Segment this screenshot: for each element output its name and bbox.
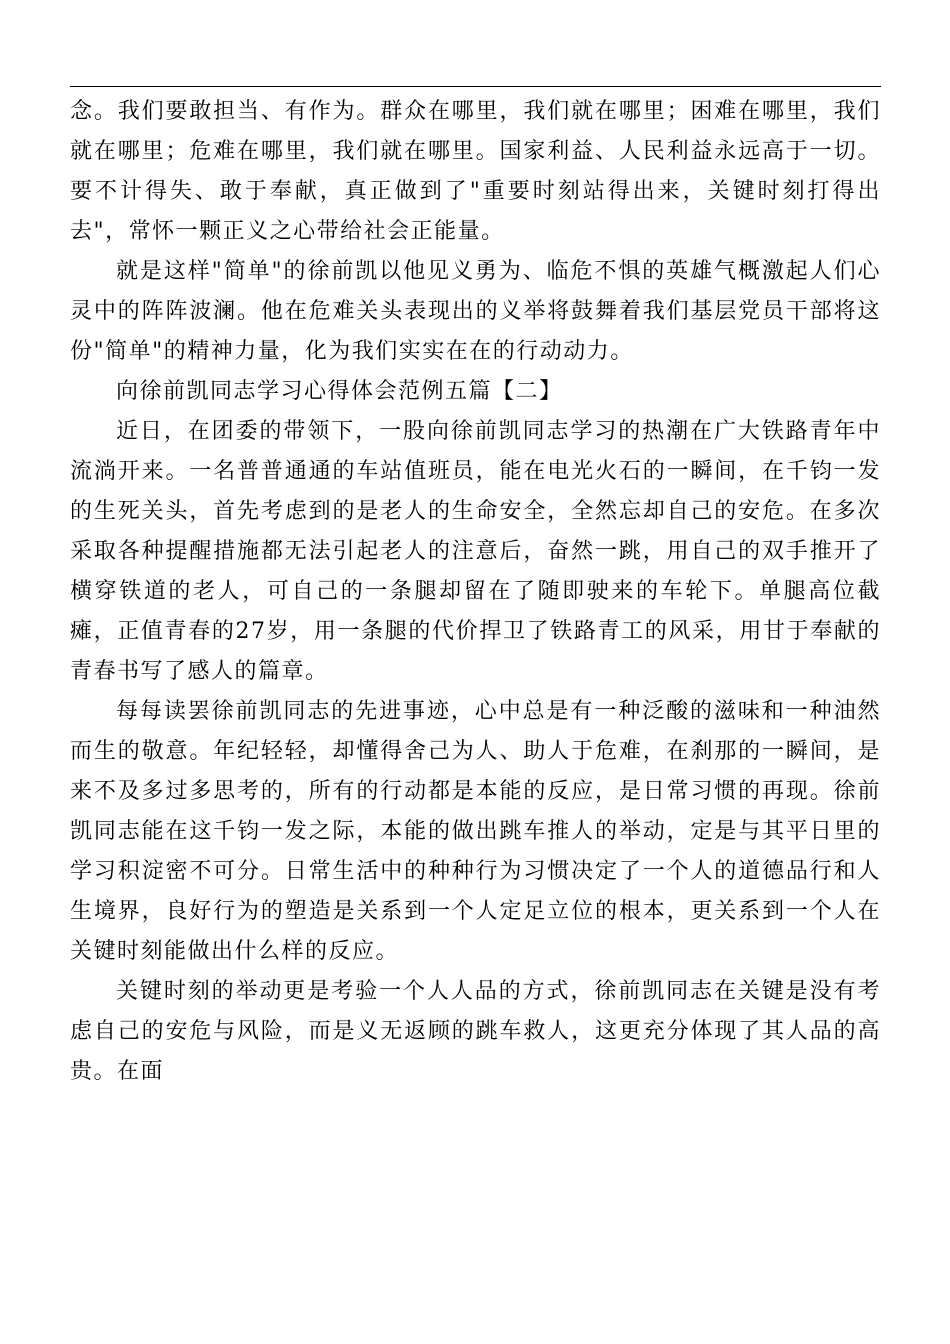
paragraph-continuation: 念。我们要敢担当、有作为。群众在哪里，我们就在哪里；困难在哪里，我们就在哪里；危难在哪里，我们就在哪里。国家利益、人民利益永远高于一切。要不计得失、敢于奉献，真正做到了"重要时刻站得出来，关键时刻打得出去"，常怀一颗正义之心带给社会正能量。 <box>70 99 881 244</box>
paragraph: 就是这样"简单"的徐前凯以他见义勇为、临危不惧的英雄气概激起人们心灵中的阵阵波澜。他在危难关头表现出的义举将鼓舞着我们基层党员干部将这份"简单"的精神力量，化为我们实实在在的行动动力。 <box>70 259 881 364</box>
paragraph: 近日，在团委的带领下，一股向徐前凯同志学习的热潮在广大铁路青年中流淌开来。一名普普通通的车站值班员，能在电光火石的一瞬间，在千钧一发的生死关头，首先考虑到的是老人的生命安全，全然忘却自己的安危。在多次采取各种提醒措施都无法引起老人的注意后，奋然一跳，用自己的双手推开了横穿铁道的老人，可自己的一条腿却留在了随即驶来的车轮下。单腿高位截瘫，正值青春的27岁，用一条腿的代价捍卫了铁路青工的风采，用甘于奉献的青春书写了感人的篇章。 <box>70 419 881 684</box>
paragraph: 关键时刻的举动更是考验一个人人品的方式，徐前凯同志在关键是没有考虑自己的安危与风险，而是义无返顾的跳车救人，这更充分体现了其人品的高贵。在面 <box>70 979 881 1084</box>
header-rule <box>70 86 881 87</box>
section-heading: 向徐前凯同志学习心得体会范例五篇【二】 <box>116 379 563 404</box>
paragraph: 每每读罢徐前凯同志的先进事迹，心中总是有一种泛酸的滋味和一种油然而生的敬意。年纪轻轻，却懂得舍己为人、助人于危难，在刹那的一瞬间，是来不及多过多思考的，所有的行动都是本能的反应，是日常习惯的再现。徐前凯同志能在这千钧一发之际，本能的做出跳车推人的举动，定是与其平日里的学习积淀密不可分。日常生活中的种种行为习惯决定了一个人的道德品行和人生境界，良好行为的塑造是关系到一个人定足立位的根本，更关系到一个人在关键时刻能做出什么样的反应。 <box>70 699 881 964</box>
document-body <box>70 92 881 1092</box>
